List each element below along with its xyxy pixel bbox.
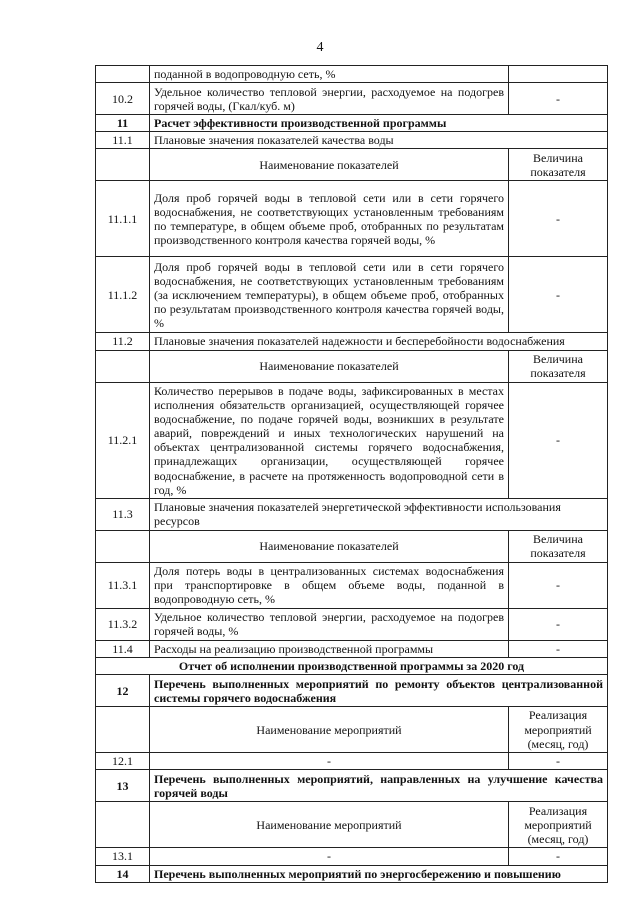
row-text: - (150, 753, 509, 770)
row-number (96, 350, 150, 382)
row-number (96, 149, 150, 181)
row-value: - (509, 257, 608, 333)
table-row (96, 865, 608, 882)
row-value: - (509, 382, 608, 498)
row-text: Доля проб горячей воды в тепловой сети или в сети горячего водоснабжения, не соответствующих установленным требованиям (за исключением температуры), в общем объеме проб, отобранных по результатам производственного контроля качества горячей воды, % (150, 257, 509, 333)
page-number: 4 (316, 40, 324, 55)
table-row (96, 848, 608, 865)
row-text: Доля проб горячей воды в тепловой сети или в сети горячего водоснабжения, не соответствующих установленным требованиям по температуре, в общем объеме проб, отобранных по результатам производственного контроля качества горячей воды, % (150, 181, 509, 257)
column-header-value: Величина показателя (509, 350, 608, 382)
row-text: Удельное количество тепловой энергии, расходуемое на подогрев горячей воды, % (150, 608, 509, 640)
row-value: - (509, 562, 608, 608)
row-number: 14 (96, 865, 150, 882)
subsection-title: Плановые значения показателей качества воды (150, 132, 608, 149)
column-header-name: Наименование мероприятий (150, 802, 509, 848)
row-number (96, 802, 150, 848)
row-number: 13 (96, 770, 150, 802)
table-row (96, 115, 608, 132)
row-value: - (509, 848, 608, 865)
row-number: 11.1.1 (96, 181, 150, 257)
table-row (96, 498, 608, 530)
table-row (96, 132, 608, 149)
table-row (96, 770, 608, 802)
row-text: Количество перерывов в подаче воды, зафиксированных в местах исполнения обязательств организацией, осуществляющей горячее водоснабжение, по подаче горячей воды, возникших в результате аварий, повреждений и иных технологических нарушений на объектах централизованной системы горячего водоснабжения, принадлежащих организации, осуществляющей горячее водоснабжение, в расчете на протяженность водопроводной сети в год, % (150, 382, 509, 498)
table-row (96, 66, 608, 83)
row-number: 11.4 (96, 640, 150, 657)
row-value: - (509, 83, 608, 115)
row-value: - (509, 608, 608, 640)
table-row (96, 83, 608, 115)
table-row (96, 257, 608, 333)
row-text: - (150, 848, 509, 865)
row-text: Доля потерь воды в централизованных системах водоснабжения при транспортировке в общем объеме воды, поданной в водопроводную сеть, % (150, 562, 509, 608)
row-number: 13.1 (96, 848, 150, 865)
row-value: - (509, 753, 608, 770)
row-number: 11 (96, 115, 150, 132)
report-title-row (96, 658, 608, 675)
column-header-name: Наименование показателей (150, 530, 509, 562)
row-number (96, 530, 150, 562)
row-number: 11.1.2 (96, 257, 150, 333)
table-row (96, 753, 608, 770)
row-value: - (509, 640, 608, 657)
row-number: 11.2.1 (96, 382, 150, 498)
row-number: 12.1 (96, 753, 150, 770)
table-header-row (96, 530, 608, 562)
row-text: Расходы на реализацию производственной программы (150, 640, 509, 657)
row-number (96, 707, 150, 753)
subsection-title: Плановые значения показателей энергетической эффективности использования ресурсов (150, 498, 608, 530)
column-header-name: Наименование мероприятий (150, 707, 509, 753)
row-text: поданной в водопроводную сеть, % (150, 66, 509, 83)
table-row (96, 382, 608, 498)
row-number: 10.2 (96, 83, 150, 115)
column-header-name: Наименование показателей (150, 149, 509, 181)
row-number: 11.2 (96, 333, 150, 350)
row-number: 11.3.1 (96, 562, 150, 608)
table-row (96, 640, 608, 657)
column-header-value: Реализация мероприятий (месяц, год) (509, 802, 608, 848)
table-header-row (96, 149, 608, 181)
subsection-title: Плановые значения показателей надежности и бесперебойности водоснабжения (150, 333, 608, 350)
row-number (96, 66, 150, 83)
table-header-row (96, 802, 608, 848)
table-row (96, 675, 608, 707)
table-row (96, 333, 608, 350)
row-number: 11.3.2 (96, 608, 150, 640)
table-row (96, 562, 608, 608)
column-header-value: Величина показателя (509, 149, 608, 181)
column-header-value: Реализация мероприятий (месяц, год) (509, 707, 608, 753)
row-number: 11.3 (96, 498, 150, 530)
section-title: Перечень выполненных мероприятий по ремонту объектов централизованной системы горячего водоснабжения (150, 675, 608, 707)
table-header-row (96, 707, 608, 753)
program-table (95, 65, 608, 883)
section-title: Перечень выполненных мероприятий по энергосбережению и повышению (150, 865, 608, 882)
table-header-row (96, 350, 608, 382)
table-row (96, 608, 608, 640)
section-title: Расчет эффективности производственной программы (150, 115, 608, 132)
row-number: 11.1 (96, 132, 150, 149)
report-title: Отчет об исполнении производственной программы за 2020 год (96, 658, 608, 675)
row-value (509, 66, 608, 83)
table-row (96, 181, 608, 257)
row-value: - (509, 181, 608, 257)
section-title: Перечень выполненных мероприятий, направленных на улучшение качества горячей воды (150, 770, 608, 802)
row-text: Удельное количество тепловой энергии, расходуемое на подогрев горячей воды, (Гкал/куб. м) (150, 83, 509, 115)
column-header-name: Наименование показателей (150, 350, 509, 382)
column-header-value: Величина показателя (509, 530, 608, 562)
row-number: 12 (96, 675, 150, 707)
